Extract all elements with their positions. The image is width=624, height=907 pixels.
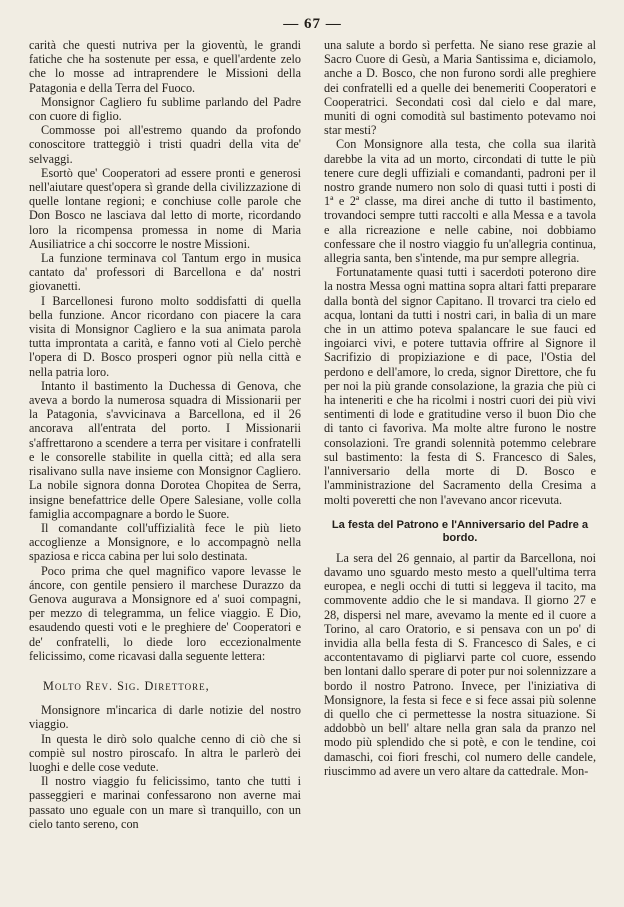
paragraph: Il comandante coll'uffizialità fece le più lieto accoglienze a Monsignore, e lo accompagnò nella spaziosa e ricca cabina per lui solo destinata.: [29, 520, 301, 564]
paragraph: Fortunatamente quasi tutti i sacerdoti poterono dire la nostra Messa ogni mattina sopra altari fatti preparare dalla bontà del signor Capitano. Il trovarci tra cielo ed acqua, lontani da tutti i nostri cari, in balìa di un mare che in un attimo poteva spalancare le sue fauci ed ingoiarci vivi, e potere tuttavia offrire al Signore il Sacrifizio di propiziazione e di pace, l'Ostia del perdono e dell'amore, lo creda, signor Direttore, che fu per noi la più grande consolazione, la grazia che più ci ha inteneriti e che ha ricolmi i nostri cuori dei più vivi sentimenti di lode e gratitudine verso il buon Dio che di tanto ci favoriva. Ma molte altre furono le nostre consolazioni. Tre grandi solennità potemmo celebrare sul bastimento: la festa di S. Francesco di Sales, l'anniversario della morte di D. Bosco e l'amministrazione del Sacramento della Cresima a molti poveretti che non l'avevano ancor ricevuta.: [324, 265, 596, 507]
paragraph: La sera del 26 gennaio, al partir da Barcellona, noi davamo uno sguardo mesto mesto a quell'ultima terra europea, e negli occhi di tutti si leggeva il tacito, ma commovente addio che le si mandava. Il giorno 27 e 28, dispersi nel mare, avevamo la mente ed il cuore a Torino, al caro Oratorio, e si pensava con un po' di invidia alla bella festa di S. Francesco di Sales, e ci accontentavamo di pigliarvi parte col cuore, essendo ben lontani dallo sperare di poter pur noi solennizzare a bordo il nostro Patrono. Invece, per l'iniziativa di Monsignore, la festa si fece e si fece assai più solenne di quello che ci permettesse la nostra situazione. Si addobbò un bell' altare nella gran sala da pranzo nel modo più splendido che si potè, e con le tendine, coi damaschi, coi fiori freschi, col numero delle candele, riuscimmo ad avere un vero altare da cattedrale. Mon-: [324, 550, 596, 778]
paragraph: I Barcellonesi furono molto soddisfatti di quella bella funzione. Ancor ricordano con piacere la cara visita di Monsignor Cagliero e la sua animata parola tutta improntata a carità, e fanno voti al Cielo perchè l'opera di D. Bosco prosperi ognor più nella città e nella patria loro.: [29, 293, 301, 379]
paragraph: Il nostro viaggio fu felicissimo, tanto che tutti i passeggieri e marinai confessarono non averne mai passato uno eguale con un mare sì tranquillo, con un cielo tanto sereno, con: [29, 774, 301, 831]
paragraph: Commosse poi all'estremo quando da profondo conoscitore tratteggiò i tristi quadri della vita de' selvaggi.: [29, 123, 301, 166]
text-columns: [29, 38, 596, 831]
right-column: [324, 38, 596, 831]
paragraph: Monsignor Cagliero fu sublime parlando del Padre con cuore di figlio.: [29, 94, 301, 124]
letter-salutation: Molto Rev. Sig. Direttore,: [43, 678, 210, 693]
section-heading: La festa del Patrono e l'Anniversario del Padre a bordo.: [331, 518, 589, 544]
paragraph: Intanto il bastimento la Duchessa di Genova, che aveva a bordo la numerosa squadra di Missionarii per la Patagonia, s'avvicinava a Barcellona, ed il 26 ancorava all'entrata del porto. I Missionarii s'affrettarono a scendere a terra per visitare i confratelli e le consorelle stabilite in quella città; ed alla sera risalivano sulla nave insieme con Monsignor Cagliero. La nobile signora donna Dorotea Chopitea de Serra, insigne benefattrice delle Opere Salesiane, volle colla famiglia accompagnare a bordo le Suore.: [29, 378, 301, 521]
paragraph: Esortò que' Cooperatori ad essere pronti e generosi nell'aiutare quest'opera sì grande della civilizzazione di quelle lontane regioni; e conchiuse colle parole che Don Bosco ne lasciava dal letto di morte, ricordando loro la ricompensa promessa in nome di Maria Ausiliatrice a chi soccorre le nostre Missioni.: [29, 165, 301, 251]
paragraph: Con Monsignore alla testa, che colla sua ilarità darebbe la vita ad un morto, circondati di tutte le più tenere cure degli uffiziali e comandanti, padroni per il nostro grande numero non solo di quasi tutti i posti di 1ª e 2ª classe, ma direi anche di tutto il bastimento, trovandoci sempre tutti raccolti e alla Messa e a tavola e alla ricreazione e nelle cabine, noi dobbiamo confessare che il nostro viaggio fu un'allegria continua, allegria santa, ben s'intende, ma pur sempre allegria.: [324, 137, 596, 266]
paragraph: una salute a bordo sì perfetta. Ne siano rese grazie al Sacro Cuore di Gesù, a Maria Santissima e, diciamolo, anche a D. Bosco, che non furono sordi alle preghiere dei confratelli ed a quelle dei benemeriti Cooperatori e Cooperatrici. Secondati così dal cielo e dal mare, muniti di ogni comodità sul bastimento potevamo noi star mesti?: [324, 38, 596, 138]
page-number: — 67 —: [283, 16, 342, 32]
paragraph: In questa le dirò solo qualche cenno di ciò che si compiè sul nostro piroscafo. In altra le parlerò dei luoghi e delle cose vedute.: [29, 731, 301, 774]
paragraph: carità che questi nutriva per la gioventù, le grandi fatiche che ha sostenute per essa, e quell'ardente zelo che lo mosse ad intraprendere le Missioni della Patagonia e della Terra del Fuoco.: [29, 38, 301, 95]
paragraph: Monsignore m'incarica di darle notizie del nostro viaggio.: [29, 703, 301, 732]
left-column: [29, 38, 301, 831]
paragraph: La funzione terminava col Tantum ergo in musica cantato da' professori di Barcellona e da' nostri giovanetti.: [29, 251, 301, 294]
paragraph: Poco prima che quel magnifico vapore levasse le áncore, con gentile pensiero il marchese Durazzo da Genova augurava a Monsignore ed a' suoi compagni, per mezzo di telegramma, un felice viaggio. E Dio, esaudendo questi voti e le preghiere de' Cooperatori e de' confratelli, lo diede loro eccezionalmente felicissimo, come ricavasi dalla seguente lettera:: [29, 563, 301, 663]
